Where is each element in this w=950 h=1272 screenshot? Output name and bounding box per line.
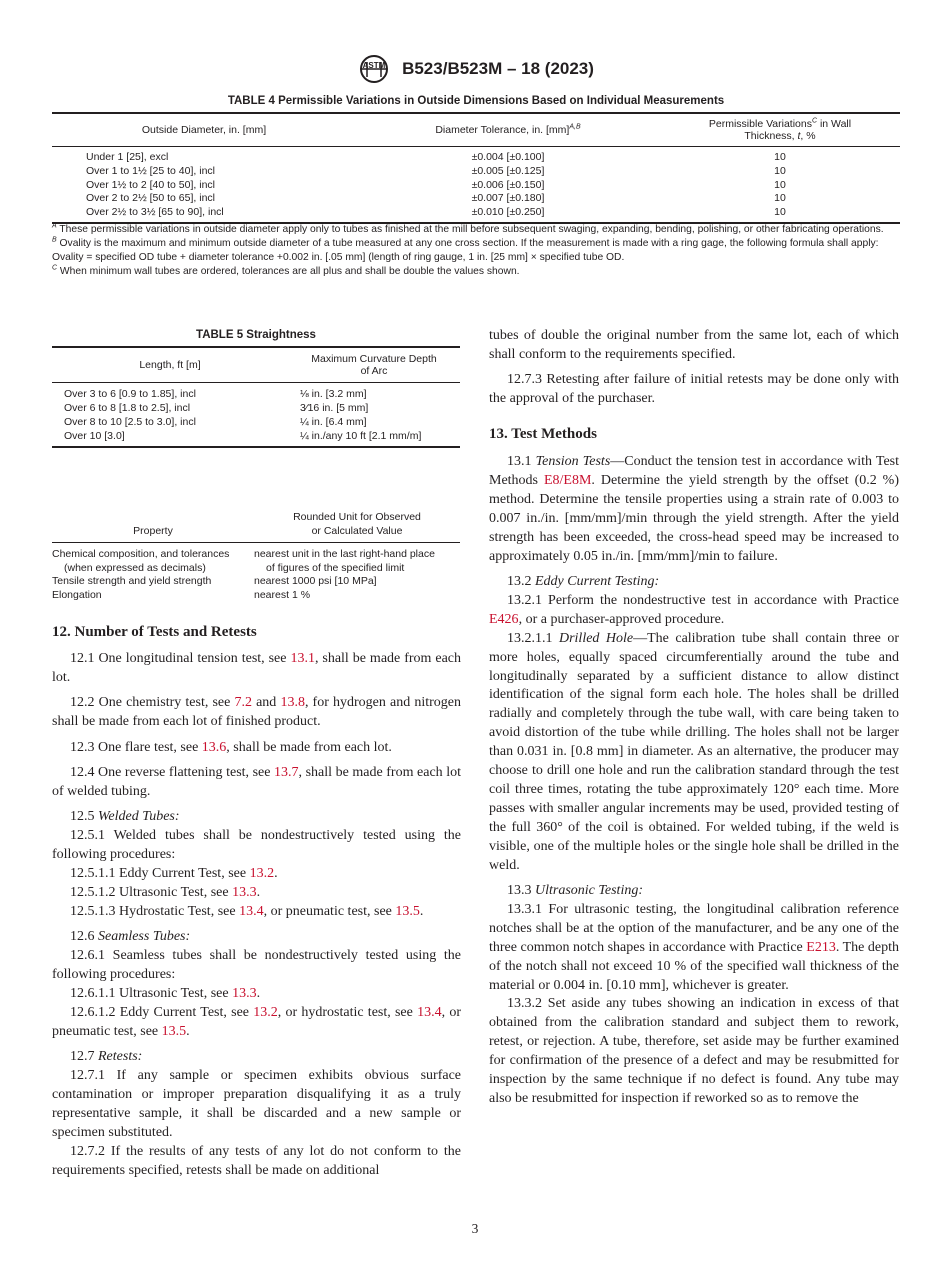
paragraph-12-7-3: 12.7.3 Retesting after failure of initial retests may be done only with the approval of the purchaser. — [489, 372, 899, 407]
link-13-5[interactable]: 13.5 — [161, 1023, 187, 1039]
paragraph-12-5-1-1: 12.5.1.1 Eddy Current Test, see 13.2. — [70, 865, 278, 881]
paragraph-12-2: 12.2 One chemistry test, see 7.2 and 13.8, for hydrogen and nitrogen shall be made from each lot of finished product. — [52, 695, 461, 730]
table4-cell: 10 — [660, 206, 900, 223]
table-row — [52, 543, 460, 576]
section-heading-12: 12. Number of Tests and Retests — [52, 624, 257, 640]
table4-footnotes — [52, 223, 900, 279]
link-13-6[interactable]: 13.6 — [201, 739, 227, 755]
paragraph-13-3-2: 13.3.2 Set aside any tubes showing an indication in excess of that obtained from the calibration standard and subject them to rework, retest, or rejection. A tube, therefore, set aside may be further examined for confirmation of the presence of a defect and may be resubmitted for inspection by the same technique if no defect is found. Any tube may also be resubmitted for inspection if reworked so as to remove the — [489, 996, 899, 1106]
paragraph-13-1: 13.1 Tension Tests—Conduct the tension test in accordance with Test Methods E8/E8M. Determine the yield strength by the offset (0.2 %) method. Determine the tensile properties using a strain rate of 0.003 to 0.007 in./in. [mm/mm]/min through the yield strength. After the yield strength has been exceeded, the cross-head speed may be increased to approximately 0.05 in./in. [mm/mm]/min to failure. — [489, 454, 900, 564]
page-number: 3 — [471, 1221, 479, 1236]
table4-cell: ±0.004 [±0.100] — [471, 151, 545, 163]
paragraph-12-6: 12.6 Seamless Tubes: — [70, 929, 191, 945]
table5-cell: ¼ in. [6.4 mm] — [300, 416, 367, 428]
table4-cell: Under 1 [25], excl — [86, 151, 169, 163]
link-13-8[interactable]: 13.8 — [280, 695, 305, 711]
astm-logo-text: ASTM — [362, 61, 386, 70]
link-e213[interactable]: E213 — [806, 939, 836, 955]
link-13-4[interactable]: 13.4 — [417, 1004, 442, 1020]
link-7-2[interactable]: 7.2 — [234, 695, 252, 711]
footnote-a: $^A$ These permissible variations in outside diameter apply only to tubes as finished at the mill before subsequent swaging, expanding, bending, polishing, or other fabricating operations. — [52, 222, 884, 235]
link-e8-e8m[interactable]: E8/E8M — [543, 472, 592, 488]
table-row — [52, 589, 460, 603]
table4-cell: Over 2½ to 3½ [65 to 90], incl — [52, 206, 356, 223]
table-row — [52, 575, 460, 589]
table4-title: TABLE 4 Permissible Variations in Outside Dimensions Based on Individual Measurements — [227, 95, 725, 107]
table-row — [52, 192, 900, 206]
paragraph-12-7-2-continued: tubes of double the original number from the same lot, each of which shall conform to the requirements specified. — [489, 328, 899, 362]
paragraph-13-2: 13.2 Eddy Current Testing: — [507, 573, 660, 589]
table4-cell: ±0.006 [±0.150] — [471, 178, 545, 191]
paragraph-12-6-1: 12.6.1 Seamless tubes shall be nondestructively tested using the following procedures: — [52, 948, 461, 982]
rounding-cell: Chemical composition, and tolerances (when expressed as decimals) — [52, 548, 230, 574]
paragraph-13-2-1: 13.2.1 Perform the nondestructive test in accordance with Practice E426, or a purchaser-approved procedure. — [489, 592, 899, 627]
table5-cell: Over 3 to 6 [0.9 to 1.85], incl — [64, 388, 196, 400]
paragraph-12-6-1-2: 12.6.1.2 Eddy Current Test, see 13.2, or hydrostatic test, see 13.4, or pneumatic test, see 13.5. — [52, 1004, 461, 1039]
paragraph-12-6-1-1: 12.6.1.1 Ultrasonic Test, see 13.3. — [70, 985, 261, 1001]
paragraph-12-3: 12.3 One flare test, see 13.6, shall be made from each lot. — [70, 739, 392, 755]
table4-header-tolerance: Diameter Tolerance, in. [mm]$^{A,B}$ — [356, 113, 660, 147]
table-row — [52, 429, 460, 447]
table4-cell: ±0.007 [±0.180] — [471, 192, 545, 205]
rounding-cell: nearest unit in the last right-hand place of figures of the specified limit — [254, 548, 435, 574]
rounding-header-unit: Rounded Unit for Observed or Calculated Value — [254, 508, 460, 543]
paragraph-12-5-1: 12.5.1 Welded tubes shall be nondestructively tested using the following procedures: — [52, 828, 461, 863]
table-row — [52, 147, 900, 165]
paragraph-13-3: 13.3 Ultrasonic Testing: — [507, 882, 643, 898]
paragraph-12-5-1-2: 12.5.1.2 Ultrasonic Test, see 13.3. — [70, 884, 261, 900]
table4-cell: Over 1½ to 2 [40 to 50], incl — [86, 178, 215, 191]
paragraph-12-5: 12.5 Welded Tubes: — [70, 809, 180, 825]
paragraph-12-4: 12.4 One reverse flattening test, see 13.7, shall be made from each lot of welded tubing. — [52, 764, 461, 799]
table5-cell: Over 8 to 10 [2.5 to 3.0], incl — [64, 416, 196, 428]
table4-cell: 10 — [774, 151, 786, 163]
link-e426[interactable]: E426 — [489, 611, 519, 627]
table-row — [52, 179, 900, 193]
link-13-4[interactable]: 13.4 — [239, 903, 264, 919]
table4-cell: Over 1 to 1½ [25 to 40], incl — [86, 164, 215, 177]
link-13-5[interactable]: 13.5 — [395, 903, 420, 919]
rounding-cell: nearest 1 % — [254, 588, 311, 601]
link-13-1[interactable]: 13.1 — [290, 650, 315, 666]
table5-cell: Over 6 to 8 [1.8 to 2.5], incl — [64, 402, 191, 414]
rounding-cell: nearest 1000 psi [10 MPa] — [254, 575, 377, 587]
table4-cell: Over 2 to 2½ [50 to 65], incl — [86, 192, 215, 205]
paragraph-12-7-1: 12.7.1 If any sample or specimen exhibits obvious surface contamination or improper preparation disqualifying it as a truly representative sample, it shall be discarded and a new sample or specimen substituted. — [52, 1068, 461, 1140]
table-row — [52, 206, 900, 223]
rounding-table — [52, 508, 460, 602]
table-row — [52, 165, 900, 179]
link-13-2[interactable]: 13.2 — [253, 1004, 278, 1020]
table5-header-length: Length, ft [m] — [52, 347, 288, 383]
link-13-3[interactable]: 13.3 — [232, 985, 257, 1001]
table5-cell: 3⁄16 in. [5 mm] — [300, 402, 369, 414]
link-13-2[interactable]: 13.2 — [249, 865, 275, 881]
paragraph-13-2-1-1: 13.2.1.1 Drilled Hole—The calibration tube shall contain three or more holes, equally spaced circumferentially around the tube and longitudinally separated by a sufficient distance to allow distinct identification of the signal form each hole. The holes shall be drilled radially and completely through the tube wall, with care being taken to avoid distortion of the tube while drilling. The holes shall not be larger than 0.031 in. [0.8 mm] in diameter. As an alternative, the producer may choose to drill one hole and run the calibration standard through the test coil three times, rotating the tube approximately 120° each time. More passes with smaller angular increments may be used, provided testing of the full 360° of the coil is obtained. For welded tubing, if the weld is visible, one of the multiple holes or the single hole shall be drilled in the weld. — [489, 630, 900, 873]
table4-cell: ±0.005 [±0.125] — [471, 164, 545, 177]
paragraph-12-1: 12.1 One longitudinal tension test, see 13.1, shall be made from each lot. — [52, 650, 462, 685]
table4-cell: 10 — [774, 192, 786, 205]
table4 — [52, 112, 900, 224]
astm-logo-icon — [356, 54, 392, 84]
table4-cell: 10 — [774, 178, 786, 191]
table5 — [52, 346, 460, 448]
rounding-cell: Tensile strength and yield strength — [52, 575, 212, 587]
left-column — [52, 623, 461, 1180]
table5-header-depth: Maximum Curvature Depth of Arc — [288, 347, 460, 383]
footnote-b: $^B$ Ovality is the maximum and minimum outside diameter of a tube measured at any one cross section. If the measurement is made with a ring gage, the following formula shall apply: Ovality = specified OD tube + diameter tolerance +0.002 in. [.05 mm] (length of ring gauge, 1 in. [25 mm] × specified tube OD. — [52, 236, 879, 263]
right-column — [489, 327, 899, 1109]
table5-cell: Over 10 [3.0] — [52, 429, 288, 447]
table5-cell: ⅛ in. [3.2 mm] — [300, 388, 367, 400]
paragraph-13-3-1: 13.3.1 For ultrasonic testing, the longitudinal calibration reference notches shall be at the option of the manufacturer, and be any one of the three common notch shapes in accordance with Practice E213. The depth of the notch shall not exceed 10 % of the specified wall thickness of the material or 0.004 in. [0.10 mm], whichever is greater. — [489, 901, 899, 993]
table-row — [52, 415, 460, 429]
document-designation: B523/B523M – 18 (2023) — [402, 59, 594, 78]
page-header — [0, 54, 950, 84]
table5-cell: ¼ in./any 10 ft [2.1 mm/m] — [288, 429, 460, 447]
table5-title: TABLE 5 Straightness — [196, 329, 316, 341]
footnote-c: $^C$ When minimum wall tubes are ordered, tolerances are all plus and shall be double the values shown. — [52, 264, 520, 277]
section-heading-13: 13. Test Methods — [489, 426, 597, 443]
paragraph-12-7-2: 12.7.2 If the results of any tests of any lot do not conform to the requirements specified, retests shall be made on additional — [52, 1143, 461, 1178]
paragraph-12-7: 12.7 Retests: — [70, 1049, 143, 1065]
table4-header-od: Outside Diameter, in. [mm] — [52, 113, 356, 147]
link-13-3[interactable]: 13.3 — [232, 884, 257, 900]
table-row — [52, 401, 460, 415]
table4-cell: 10 — [774, 164, 786, 177]
rounding-header-property: Property — [52, 508, 254, 543]
link-13-7[interactable]: 13.7 — [274, 764, 299, 780]
paragraph-12-5-1-3: 12.5.1.3 Hydrostatic Test, see 13.4, or pneumatic test, see 13.5. — [70, 903, 424, 919]
table-row — [52, 383, 460, 402]
rounding-cell: Elongation — [52, 588, 102, 601]
table4-header-wall: Permissible Variations$^C$ in Wall Thickness, t, % — [660, 113, 900, 147]
table4-cell: ±0.010 [±0.250] — [356, 206, 660, 223]
